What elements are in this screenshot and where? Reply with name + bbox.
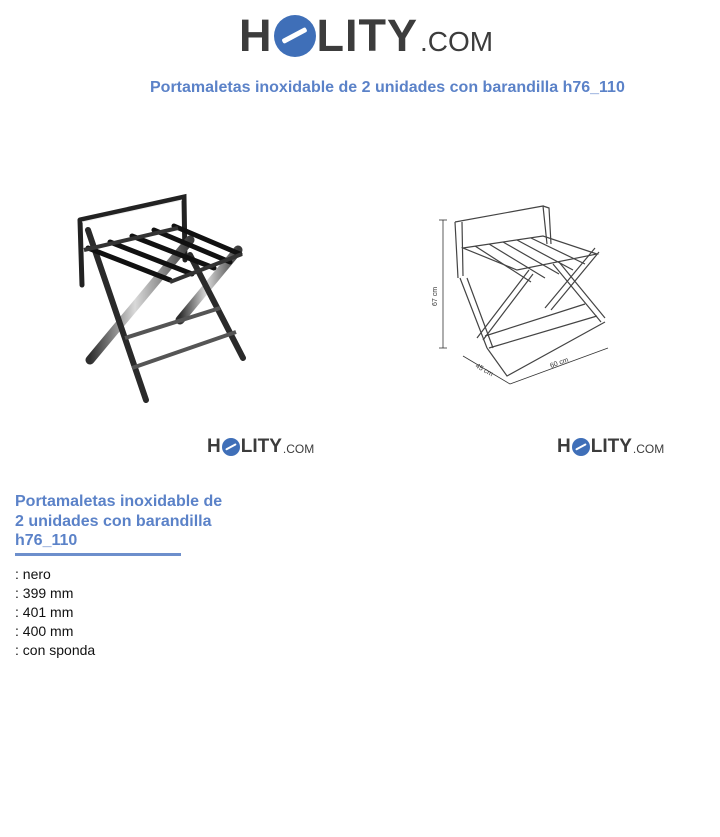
depth-dimension: 45 cm	[474, 362, 495, 379]
logo-o-icon	[222, 438, 240, 456]
logo-tld: .COM	[632, 442, 665, 456]
spec-depth: : 401 mm	[15, 604, 74, 620]
logo-o-icon	[572, 438, 590, 456]
spec-color: : nero	[15, 566, 51, 582]
section-underline	[15, 553, 181, 556]
logo-letters-suffix: LITY	[240, 436, 282, 457]
logo-tld: .COM	[282, 442, 315, 456]
technical-drawing	[425, 198, 615, 388]
spec-width: : 399 mm	[15, 585, 74, 601]
page-title: Portamaletas inoxidable de 2 unidades con barandilla h76_110	[150, 79, 625, 96]
width-dimension: 60 cm	[549, 356, 570, 370]
holity-logo-small	[207, 437, 314, 457]
logo-letters-prefix: H	[239, 10, 273, 61]
height-dimension: 67 cm	[432, 286, 439, 306]
logo-tld: .COM	[420, 26, 494, 57]
logo-o-icon	[274, 15, 316, 57]
logo-letters-prefix: H	[207, 436, 221, 457]
section-title: Portamaletas inoxidable de 2 unidades con barandilla h76_110	[15, 493, 223, 549]
spec-height: : 400 mm	[15, 623, 74, 639]
logo-letters-suffix: LITY	[316, 10, 418, 61]
product-photo	[70, 190, 255, 405]
holity-logo[interactable]	[239, 10, 494, 61]
holity-logo-small	[557, 437, 664, 457]
logo-letters-prefix: H	[557, 436, 571, 457]
spec-feature: : con sponda	[15, 642, 96, 658]
logo-letters-suffix: LITY	[590, 436, 632, 457]
spec-list	[15, 565, 95, 660]
